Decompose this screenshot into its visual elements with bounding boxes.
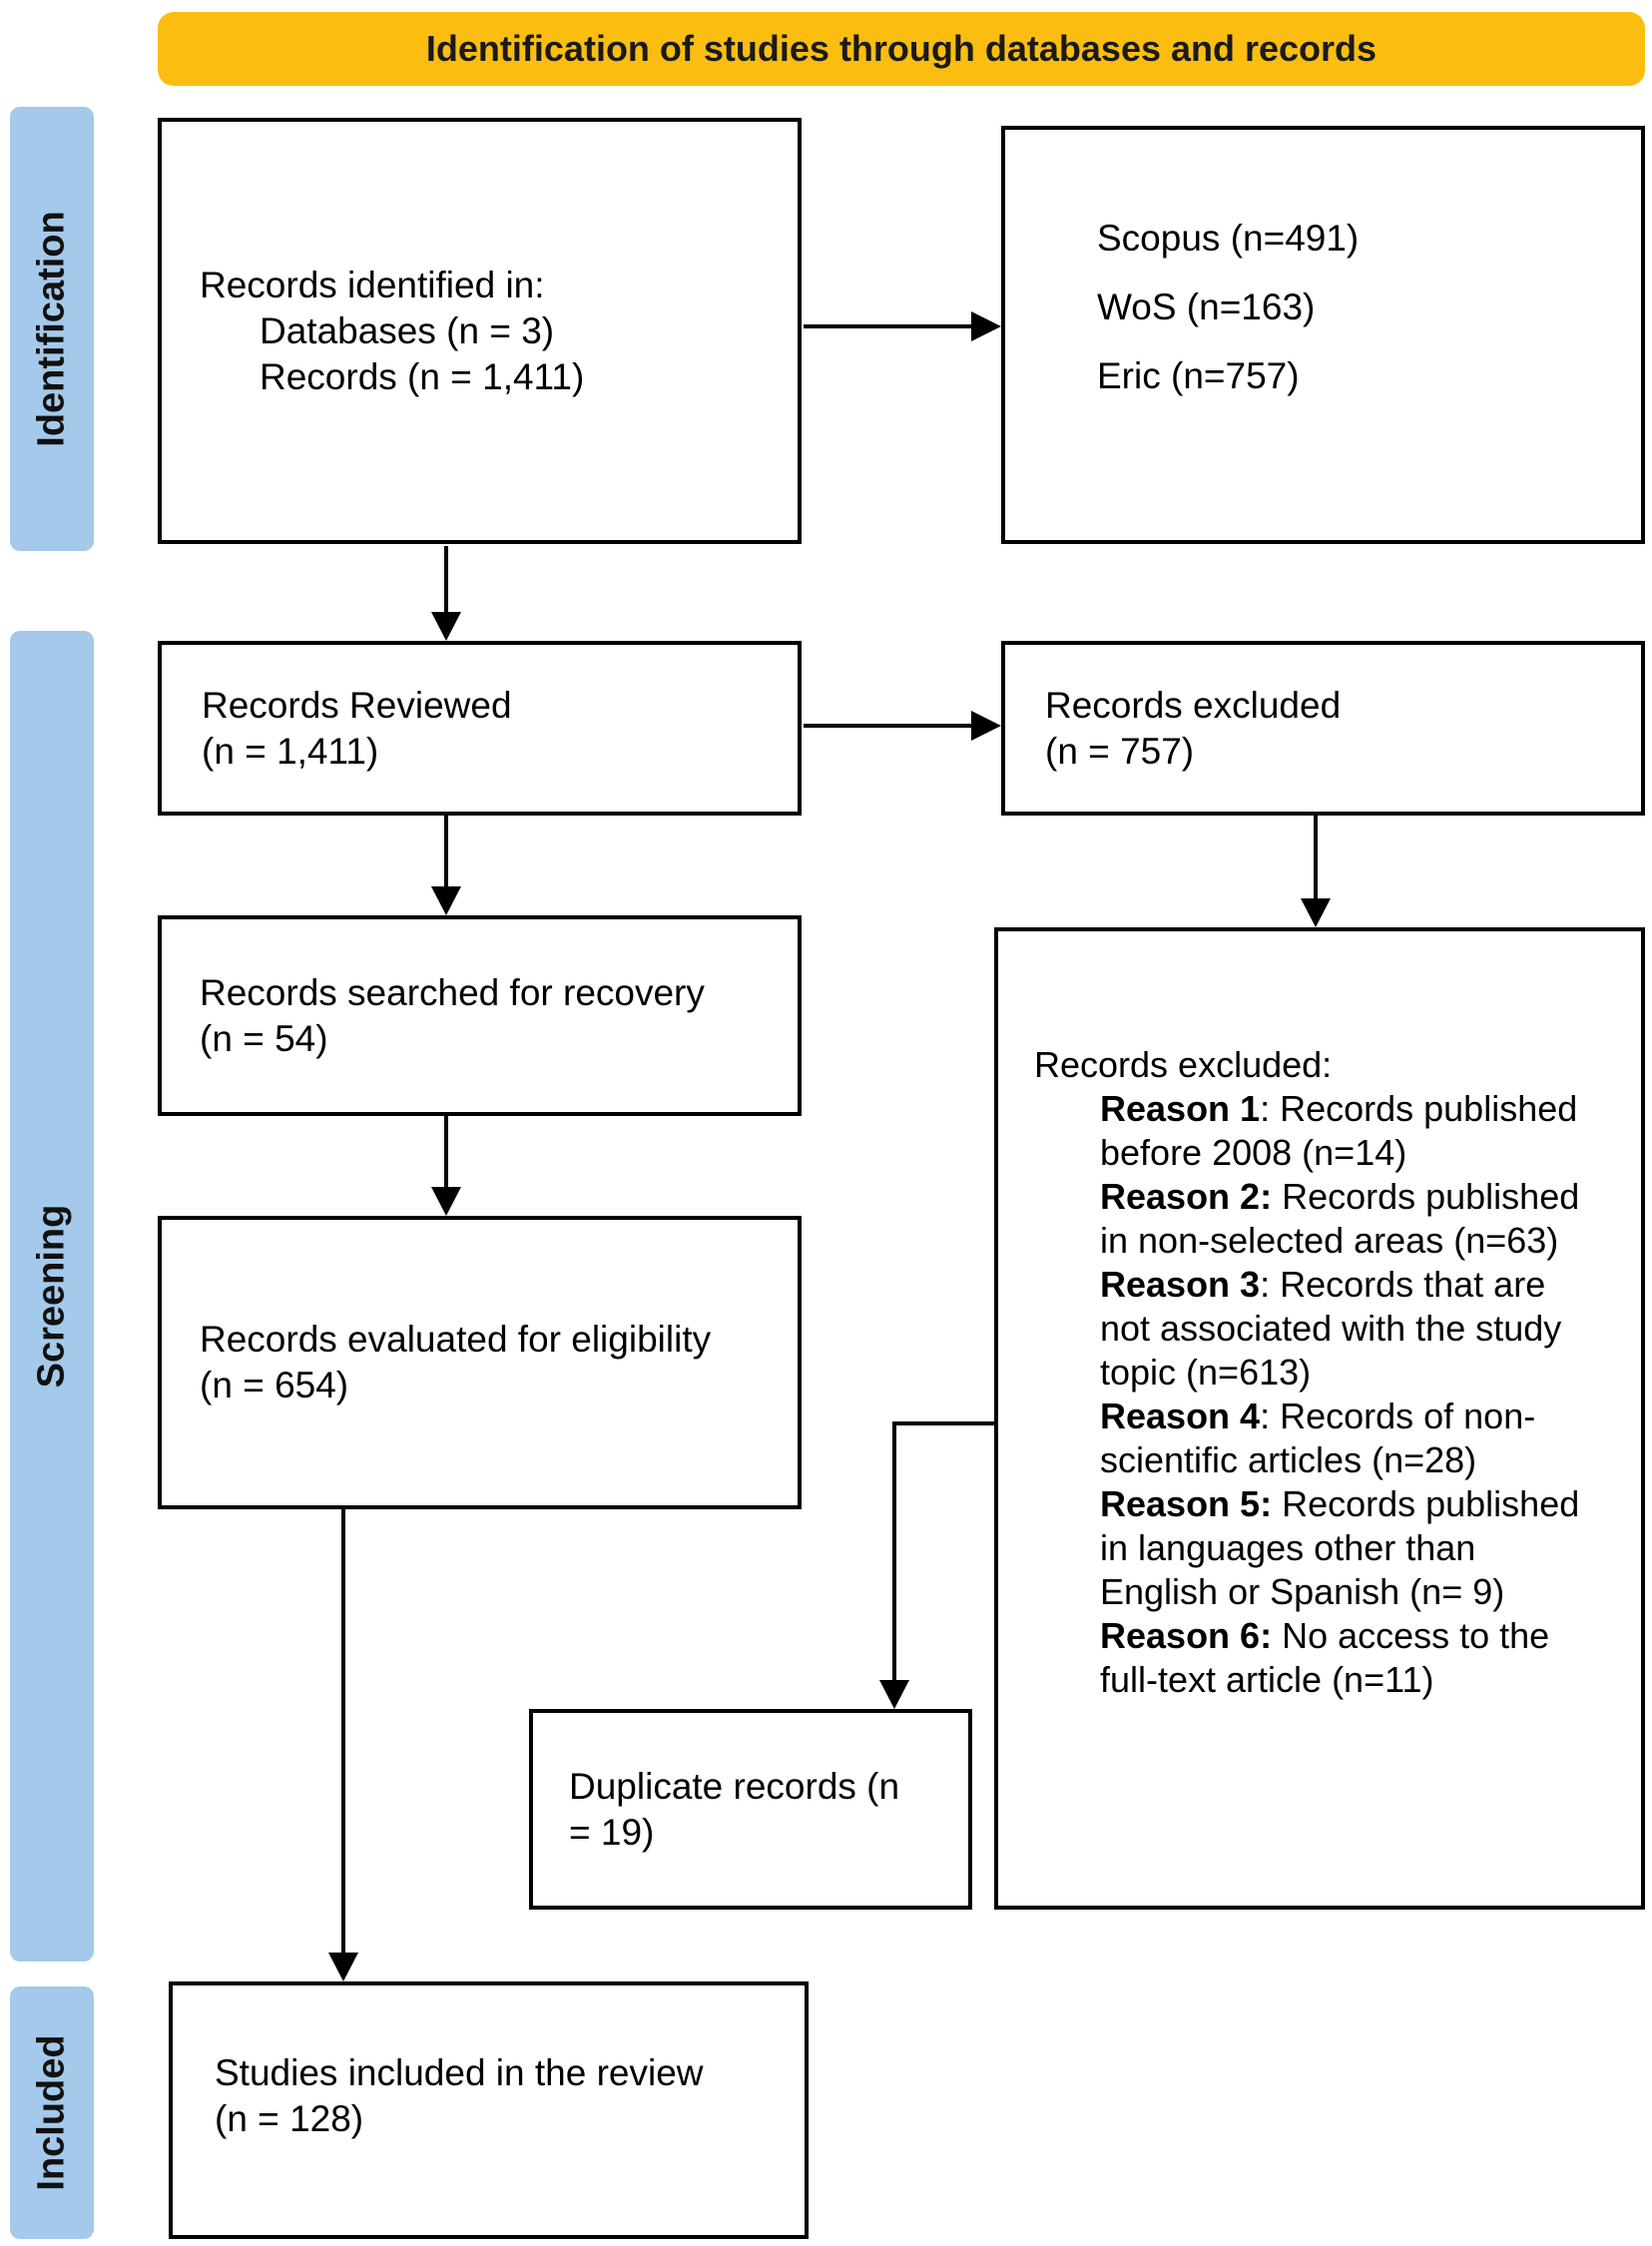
arrow-identified-to-reviewed <box>431 546 461 641</box>
box-records-evaluated <box>158 1216 802 1509</box>
records-excluded-line2: (n = 757) <box>1045 730 1195 772</box>
records-excluded-line1: Records excluded <box>1045 684 1342 726</box>
stage-bar-identification <box>10 107 94 551</box>
box-records-reviewed <box>158 641 802 816</box>
arrow-evaluated-to-included <box>328 1509 358 1981</box>
records-identified-line2: Databases (n = 3) <box>260 309 555 351</box>
arrow-head <box>879 1680 909 1709</box>
records-identified-line3: Records (n = 1,411) <box>260 355 585 397</box>
exclusion-reasons-list <box>1100 1087 1599 1702</box>
reason-2-text: Records published in non-selected areas (n=63) <box>1100 1176 1580 1261</box>
records-searched-line1: Records searched for recovery <box>200 971 705 1013</box>
reason-5-label: Reason 5: <box>1100 1483 1273 1524</box>
box-records-searched <box>158 915 802 1116</box>
reason-4-label: Reason 4 <box>1100 1396 1261 1436</box>
reason-5-text: Records published in languages other than English or Spanish (n= 9) <box>1100 1483 1580 1612</box>
reason-1-label: Reason 1 <box>1100 1088 1261 1129</box>
arrow-head <box>971 311 1001 341</box>
arrow-head <box>431 1187 461 1216</box>
arrow-head <box>1301 898 1331 927</box>
studies-included-line2: (n = 128) <box>215 2098 364 2139</box>
connector-line <box>894 1423 994 1683</box>
exclusion-reasons-title: Records excluded: <box>1034 1044 1333 1085</box>
box-records-excluded <box>1001 641 1645 816</box>
reason-6-label: Reason 6: <box>1100 1615 1273 1656</box>
stage-label-screening: Screening <box>30 1204 73 1389</box>
arrow-excluded-to-reasons <box>1301 816 1331 927</box>
connector-reasons-to-duplicates <box>879 1423 994 1709</box>
exclusion-reason-2 <box>1100 1175 1599 1263</box>
box-duplicate-records <box>529 1709 972 1910</box>
records-reviewed-line1: Records Reviewed <box>202 684 512 726</box>
arrow-head <box>431 612 461 641</box>
count-scopus: Scopus (n=491) <box>1097 218 1360 259</box>
exclusion-reason-6 <box>1100 1614 1599 1702</box>
studies-included-line1: Studies included in the review <box>215 2052 704 2093</box>
stage-label-identification: Identification <box>30 211 73 447</box>
arrow-head <box>431 886 461 915</box>
count-wos: WoS (n=163) <box>1097 286 1316 327</box>
records-evaluated-line1: Records evaluated for eligibility <box>200 1319 712 1360</box>
box-records-identified <box>158 118 802 544</box>
count-eric: Eric (n=757) <box>1097 355 1300 396</box>
arrow-reviewed-to-searched <box>431 816 461 915</box>
records-evaluated-line2: (n = 654) <box>200 1365 349 1405</box>
box-exclusion-reasons <box>994 927 1645 1910</box>
reason-6-text: No access to the full-text article (n=11) <box>1100 1615 1550 1700</box>
arrow-head <box>328 1953 358 1981</box>
exclusion-reason-3 <box>1100 1263 1599 1395</box>
duplicate-records-line1: Duplicate records (n <box>569 1765 900 1807</box>
reason-2-label: Reason 2: <box>1100 1176 1273 1217</box>
records-searched-line2: (n = 54) <box>200 1017 328 1059</box>
arrow-reviewed-to-excluded <box>804 711 1001 741</box>
stage-label-included: Included <box>30 2034 73 2191</box>
stage-bar-screening <box>10 631 94 1962</box>
exclusion-reason-1 <box>1100 1087 1599 1175</box>
arrow-head <box>971 711 1001 741</box>
arrow-searched-to-evaluated <box>431 1116 461 1216</box>
duplicate-records-line2: = 19) <box>569 1811 655 1853</box>
exclusion-reason-5 <box>1100 1482 1599 1614</box>
reason-4-text: : Records of non-scientific articles (n=28) <box>1100 1396 1536 1480</box>
arrow-identified-to-counts <box>804 311 1001 341</box>
records-reviewed-line2: (n = 1,411) <box>202 730 379 772</box>
box-database-counts <box>1001 126 1645 544</box>
diagram-title-banner <box>158 12 1645 86</box>
stage-bar-included <box>10 1986 94 2239</box>
exclusion-reason-4 <box>1100 1395 1599 1482</box>
records-identified-line1: Records identified in: <box>200 264 545 305</box>
diagram-title: Identification of studies through databases and records <box>425 28 1377 69</box>
reason-3-text: : Records that are not associated with the study topic (n=613) <box>1100 1264 1562 1393</box>
box-studies-included <box>169 1981 809 2239</box>
reason-1-text: : Records published before 2008 (n=14) <box>1100 1088 1578 1173</box>
reason-3-label: Reason 3 <box>1100 1264 1261 1305</box>
